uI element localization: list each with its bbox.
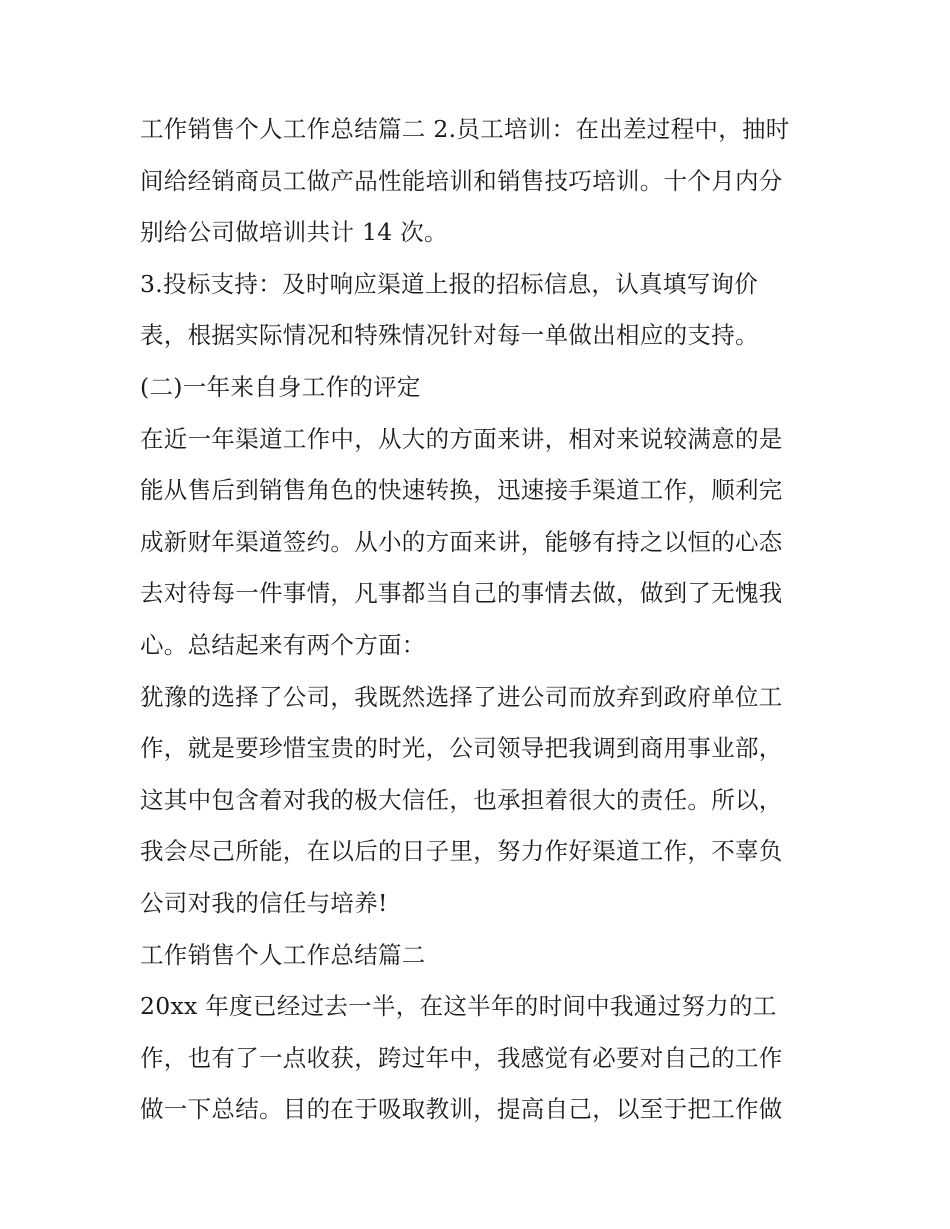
text-line: 心。总结起来有两个方面： [140,630,426,659]
text-line: 作，也有了一点收获，跨过年中，我感觉有必要对自己的工作 [140,1043,783,1072]
section-heading: (二)一年来自身工作的评定 [140,372,421,401]
text-line: 20xx 年度已经过去一半，在这半年的时间中我通过努力的工 [140,992,777,1021]
text-line: 成新财年渠道签约。从小的方面来讲，能够有持之以恒的心态 [140,527,783,556]
text-line: 这其中包含着对我的极大信任，也承担着很大的责任。所以， [140,785,783,814]
text-line: 去对待每一件事情，凡事都当自己的事情去做，做到了无愧我 [140,579,783,608]
text-line: 能从售后到销售角色的快速转换，迅速接手渠道工作，顺利完 [140,476,783,505]
text-line: 作，就是要珍惜宝贵的时光，公司领导把我调到商用事业部， [140,734,783,763]
text-line: 3.投标支持：及时响应渠道上报的招标信息，认真填写询价 [140,269,759,298]
text-line: 表，根据实际情况和特殊情况针对每一单做出相应的支持。 [140,321,759,350]
text-line: 在近一年渠道工作中，从大的方面来讲，相对来说较满意的是 [140,424,783,453]
document-body [140,104,820,1136]
text-line: 别给公司做培训共计 14 次。 [140,218,448,247]
text-line: 工作销售个人工作总结篇二 2.员工培训：在出差过程中，抽时 [140,115,790,143]
text-line: 我会尽己所能，在以后的日子里，努力作好渠道工作，不辜负 [140,837,783,866]
section-title: 工作销售个人工作总结篇二 [140,940,426,969]
text-line: 犹豫的选择了公司，我既然选择了进公司而放弃到政府单位工 [140,682,783,711]
text-line: 间给经销商员工做产品性能培训和销售技巧培训。十个月内分 [140,166,783,195]
text-line: 公司对我的信任与培养! [140,888,388,917]
text-line: 做一下总结。目的在于吸取教训，提高自己，以至于把工作做 [140,1095,783,1124]
